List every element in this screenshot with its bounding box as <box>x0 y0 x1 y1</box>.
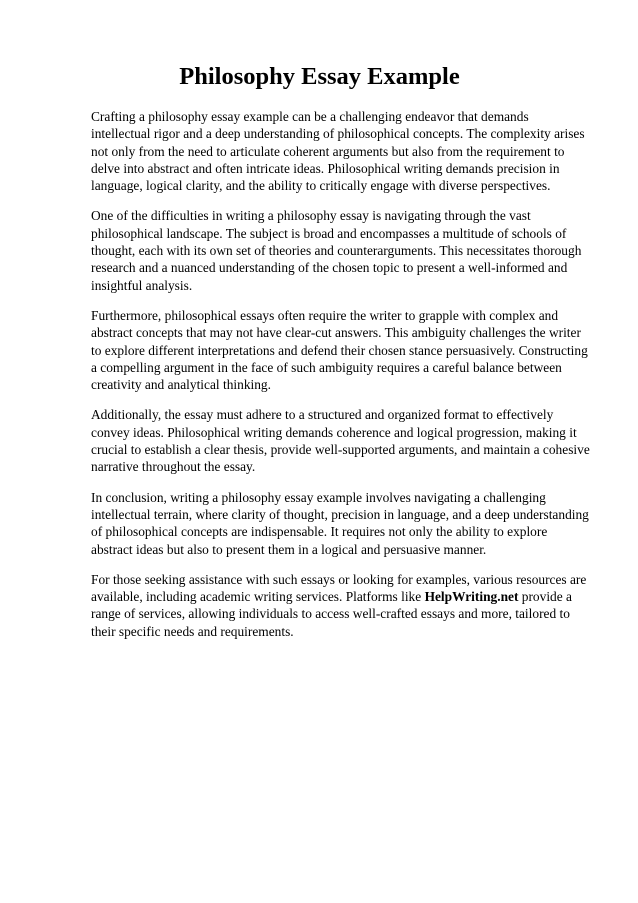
paragraph-resources <box>91 571 590 640</box>
document-title: Philosophy Essay Example <box>179 63 460 90</box>
resources-text-before: For those seeking assistance with such essays or looking for examples, various resources are available, including academic writing services. Platforms like <box>91 571 587 605</box>
paragraph-intro: Crafting a philosophy essay example can be a challenging endeavor that demands intellectual rigor and a deep understanding of philosophical concepts. The complexity arises not only from the need to articulate coherent arguments but also from the requirement to delve into abstract and often intricate ideas. Philosophical writing demands precision in language, logical clarity, and the ability to critically engage with diverse perspectives. <box>91 109 585 194</box>
paragraph-difficulties: One of the difficulties in writing a philosophy essay is navigating through the vast philosophical landscape. The subject is broad and encompasses a multitude of schools of thought, each with its own set of theories and counterarguments. This necessitates thorough research and a nuanced understanding of the chosen topic to present a well-informed and insightful analysis. <box>91 208 582 293</box>
helpwriting-link[interactable]: HelpWriting.net <box>424 589 519 605</box>
paragraph-ambiguity: Furthermore, philosophical essays often require the writer to grapple with complex and abstract concepts that may not have clear-cut answers. This ambiguity challenges the writer to explore different interpretations and defend their chosen stance persuasively. Constructing a compelling argument in the face of such ambiguity requires a careful balance between creativity and analytical thinking. <box>91 307 588 393</box>
paragraph-conclusion: In conclusion, writing a philosophy essay example involves navigating a challenging intellectual terrain, where clarity of thought, precision in language, and a deep understanding of philosophical concepts are indispensable. It requires not only the ability to explore abstract ideas but also to present them in a logical and persuasive manner. <box>91 489 589 557</box>
resources-text-after: provide a range of services, allowing individuals to access well-crafted essays and more, tailored to their specific needs and requirements. <box>91 589 572 639</box>
paragraph-structure: Additionally, the essay must adhere to a structured and organized format to effectively convey ideas. Philosophical writing demands coherence and logical progression, making it crucial to establish a clear thesis, provide well-supported arguments, and maintain a cohesive narrative throughout the essay. <box>91 407 590 475</box>
